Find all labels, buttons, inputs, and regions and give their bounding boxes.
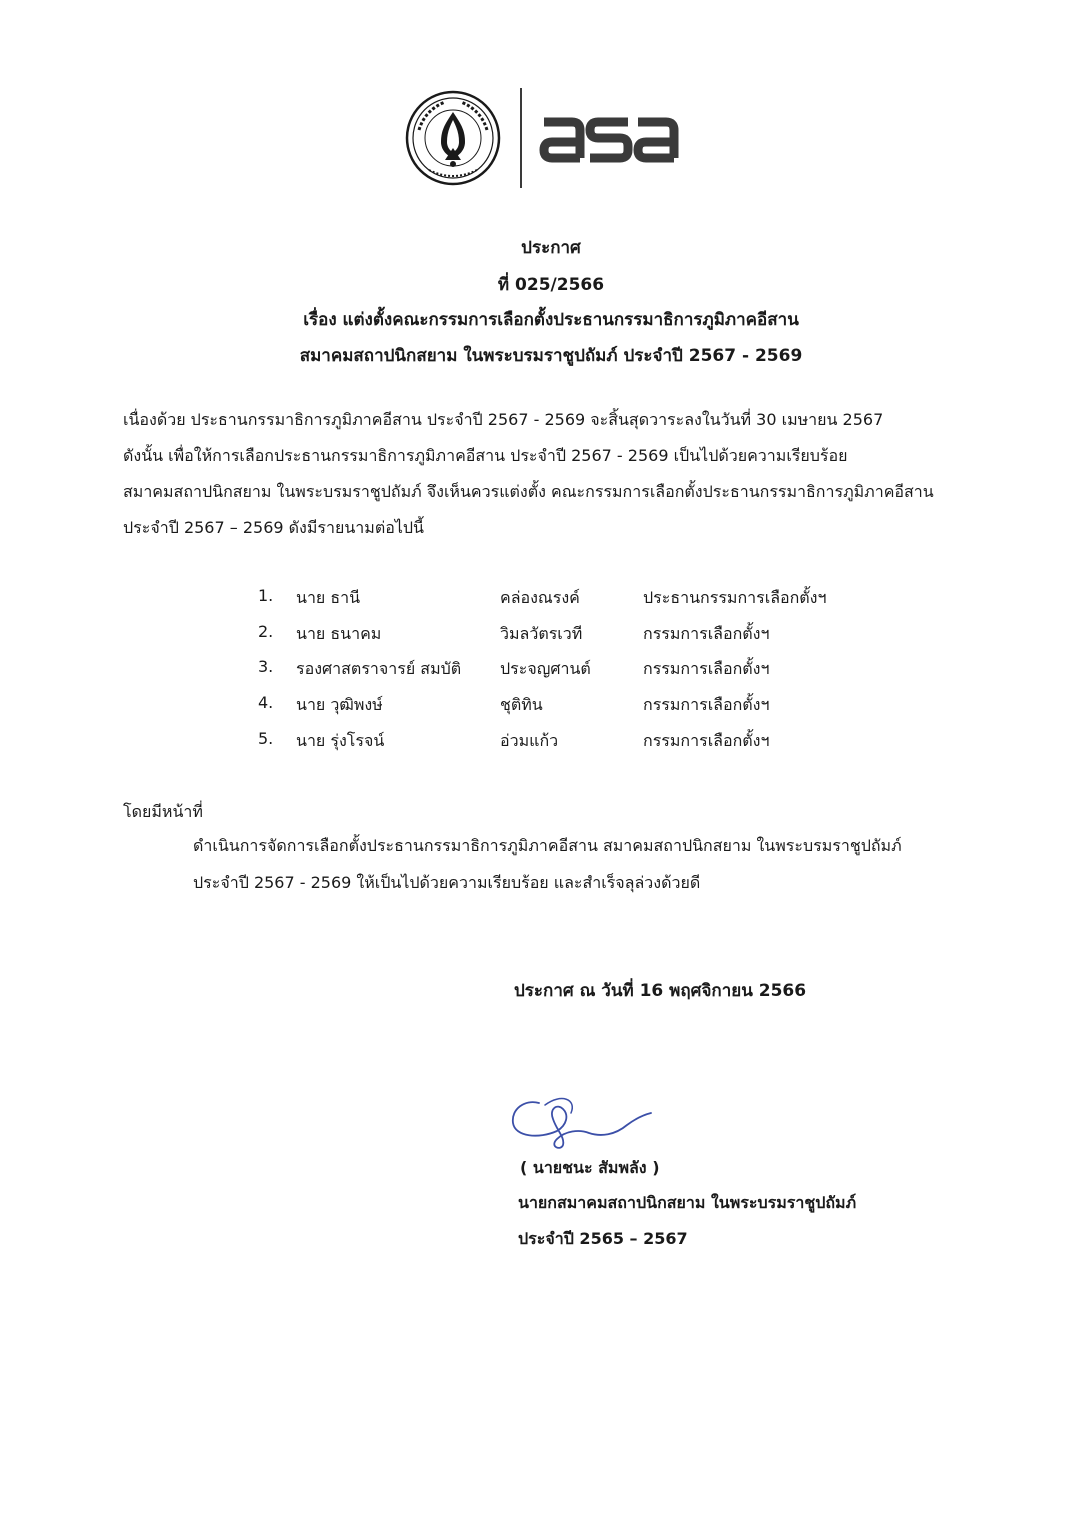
member-row [0,729,1076,759]
body-paragraph-line: เนื่องด้วย ประธานกรรมาธิการภูมิภาคอีสาน ประจำปี 2567 - 2569 จะสิ้นสุดวาระลงในวันที่ 30 เมษายน 2567 [123,410,884,429]
member-number: 3. [258,657,274,676]
member-last-name: ชุติทิน [500,695,543,714]
doc-subject-organization: สมาคมสถาปนิกสยาม ในพระบรมราชูปถัมภ์ ประจำปี 2567 - 2569 [299,346,803,366]
body-paragraph-line: สมาคมสถาปนิกสยาม ในพระบรมราชูปถัมภ์ จึงเห็นควรแต่งตั้ง คณะกรรมการเลือกตั้งประธานกรรมาธิการภูมิภาคอีสาน [123,482,934,501]
member-role: กรรมการเลือกตั้งฯ [643,731,770,750]
duties-line: ดำเนินการจัดการเลือกตั้งประธานกรรมาธิการภูมิภาคอีสาน สมาคมสถาปนิกสยาม ในพระบรมราชูปถัมภ์ [193,836,902,855]
member-number: 4. [258,693,274,712]
duties-heading: โดยมีหน้าที่ [123,802,203,821]
member-role: กรรมการเลือกตั้งฯ [643,695,770,714]
member-last-name: ประจญศานต์ [500,659,591,678]
doc-number: ที่ 025/2566 [497,275,605,295]
member-last-name: วิมลวัตรเวที [500,624,583,643]
member-row [0,657,1076,687]
member-row [0,586,1076,616]
member-first-name: นาย ธนาคม [296,624,382,643]
duties-line: ประจำปี 2567 - 2569 ให้เป็นไปด้วยความเรียบร้อย และสำเร็จลุล่วงด้วยดี [193,873,701,892]
member-last-name: คล่องณรงค์ [500,588,580,607]
member-role: กรรมการเลือกตั้งฯ [643,624,770,643]
member-number: 1. [258,586,274,605]
member-last-name: อ่วมแก้ว [500,731,559,750]
asa-seal-logo [405,90,501,186]
member-role: ประธานกรรมการเลือกตั้งฯ [643,588,827,607]
member-first-name: รองศาสตราจารย์ สมบัติ [296,659,462,678]
signatory-name: ( นายชนะ สัมพลัง ) [520,1158,660,1177]
signatory-position: นายกสมาคมสถาปนิกสยาม ในพระบรมราชูปถัมภ์ [518,1193,857,1212]
member-row [0,622,1076,652]
member-first-name: นาย รุ่งโรจน์ [296,731,385,750]
body-paragraph-line: ประจำปี 2567 – 2569 ดังมีรายนามต่อไปนี้ [123,518,424,537]
member-role: กรรมการเลือกตั้งฯ [643,659,770,678]
announcement-date: ประกาศ ณ วันที่ 16 พฤศจิกายน 2566 [514,981,807,1001]
member-row [0,693,1076,723]
handwritten-signature [505,1085,665,1155]
body-paragraph-line: ดังนั้น เพื่อให้การเลือกประธานกรรมาธิการภูมิภาคอีสาน ประจำปี 2567 - 2569 เป็นไปด้วยความเรียบร้อย [123,446,848,465]
member-first-name: นาย ธานี [296,588,361,607]
asa-brand-logo [538,108,688,166]
member-number: 2. [258,622,274,641]
member-first-name: นาย วุฒิพงษ์ [296,695,383,714]
header-divider [520,88,522,188]
doc-subject: เรื่อง แต่งตั้งคณะกรรมการเลือกตั้งประธานกรรมาธิการภูมิภาคอีสาน [303,310,799,330]
signatory-term: ประจำปี 2565 – 2567 [518,1229,688,1248]
doc-type-heading: ประกาศ [521,238,581,258]
member-number: 5. [258,729,274,748]
